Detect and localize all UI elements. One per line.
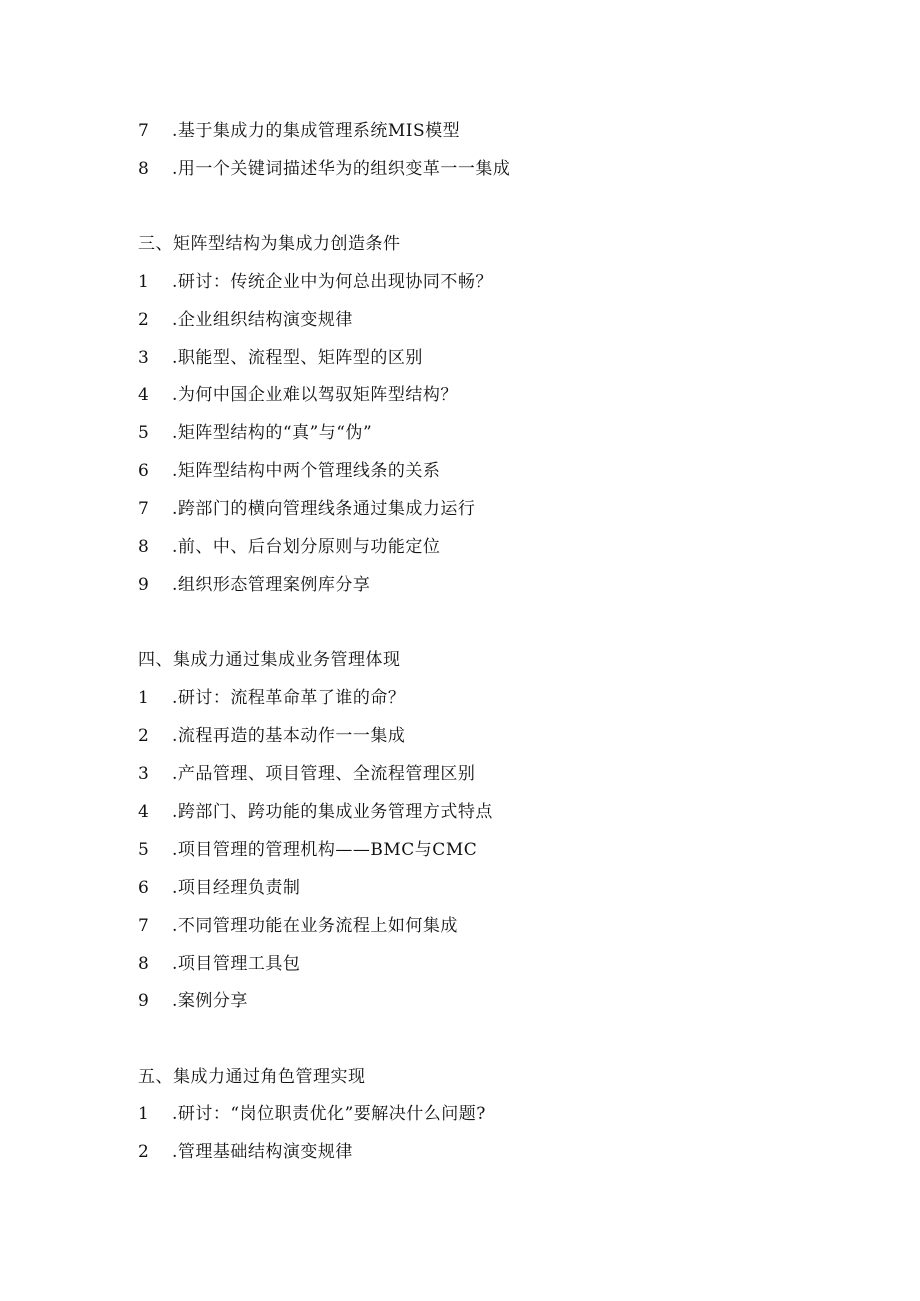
item-number: 8 bbox=[138, 159, 150, 179]
item-text: .为何中国企业难以驾驭矩阵型结构？ bbox=[172, 385, 458, 405]
item-text: .项目管理工具包 bbox=[172, 954, 301, 974]
item-text: .跨部门、跨功能的集成业务管理方式特点 bbox=[172, 802, 493, 822]
list-item bbox=[138, 308, 353, 332]
list-item bbox=[138, 119, 460, 143]
item-number: 2 bbox=[138, 1142, 150, 1162]
item-text: .用一个关键词描述华为的组织变革一一集成 bbox=[172, 159, 511, 179]
list-item bbox=[138, 497, 475, 521]
item-text: .矩阵型结构的“真”与“伪” bbox=[172, 423, 373, 443]
item-number: 8 bbox=[138, 537, 150, 557]
item-text: .前、中、后台划分原则与功能定位 bbox=[172, 537, 441, 557]
item-number: 7 bbox=[138, 499, 150, 519]
list-item bbox=[138, 686, 405, 710]
section-heading-5: 五、集成力通过角色管理实现 bbox=[138, 1067, 366, 1087]
list-item bbox=[138, 346, 423, 370]
item-number: 1 bbox=[138, 688, 150, 708]
item-text: .研讨：传统企业中为何总出现协同不畅？ bbox=[172, 272, 493, 292]
item-text: .研讨：流程革命革了谁的命？ bbox=[172, 688, 406, 708]
item-number: 9 bbox=[138, 575, 150, 595]
list-item bbox=[138, 762, 475, 786]
list-item bbox=[138, 876, 300, 900]
list-item bbox=[138, 952, 300, 976]
list-item bbox=[138, 383, 458, 407]
section-heading-4: 四、集成力通过集成业务管理体现 bbox=[138, 650, 401, 670]
list-item bbox=[138, 535, 440, 559]
item-text: .管理基础结构演变规律 bbox=[172, 1142, 353, 1162]
item-number: 5 bbox=[138, 840, 150, 860]
item-text: .流程再造的基本动作一一集成 bbox=[172, 726, 406, 746]
item-number: 1 bbox=[138, 1104, 150, 1124]
item-number: 4 bbox=[138, 385, 150, 405]
item-number: 3 bbox=[138, 348, 150, 368]
item-text: .项目经理负责制 bbox=[172, 878, 301, 898]
item-text: .产品管理、项目管理、全流程管理区别 bbox=[172, 764, 476, 784]
list-item bbox=[138, 421, 372, 445]
item-number: 4 bbox=[138, 802, 150, 822]
item-number: 5 bbox=[138, 423, 150, 443]
item-text: .职能型、流程型、矩阵型的区别 bbox=[172, 348, 423, 368]
list-item bbox=[138, 989, 248, 1013]
list-item bbox=[138, 914, 458, 938]
item-text: .企业组织结构演变规律 bbox=[172, 310, 353, 330]
list-item bbox=[138, 1102, 486, 1126]
list-item bbox=[138, 800, 493, 824]
item-number: 1 bbox=[138, 272, 150, 292]
item-text: .研讨：“岗位职责优化”要解决什么问题? bbox=[172, 1104, 486, 1124]
item-text: .基于集成力的集成管理系统MIS模型 bbox=[172, 121, 461, 141]
list-item bbox=[138, 157, 510, 181]
item-text: .跨部门的横向管理线条通过集成力运行 bbox=[172, 499, 476, 519]
item-number: 6 bbox=[138, 461, 150, 481]
list-item bbox=[138, 1140, 353, 1164]
item-number: 8 bbox=[138, 954, 150, 974]
item-text: .案例分享 bbox=[172, 991, 248, 1011]
item-text: .不同管理功能在业务流程上如何集成 bbox=[172, 916, 458, 936]
section-heading-3: 三、矩阵型结构为集成力创造条件 bbox=[138, 234, 401, 254]
item-number: 2 bbox=[138, 310, 150, 330]
item-text: .组织形态管理案例库分享 bbox=[172, 575, 371, 595]
list-item bbox=[138, 573, 370, 597]
list-item bbox=[138, 724, 405, 748]
item-text: .项目管理的管理机构——BMC与CMC bbox=[172, 840, 478, 860]
item-number: 3 bbox=[138, 764, 150, 784]
item-number: 7 bbox=[138, 121, 150, 141]
item-number: 6 bbox=[138, 878, 150, 898]
item-number: 2 bbox=[138, 726, 150, 746]
item-number: 7 bbox=[138, 916, 150, 936]
list-item bbox=[138, 838, 477, 862]
list-item bbox=[138, 270, 493, 294]
item-number: 9 bbox=[138, 991, 150, 1011]
item-text: .矩阵型结构中两个管理线条的关系 bbox=[172, 461, 441, 481]
list-item bbox=[138, 459, 440, 483]
